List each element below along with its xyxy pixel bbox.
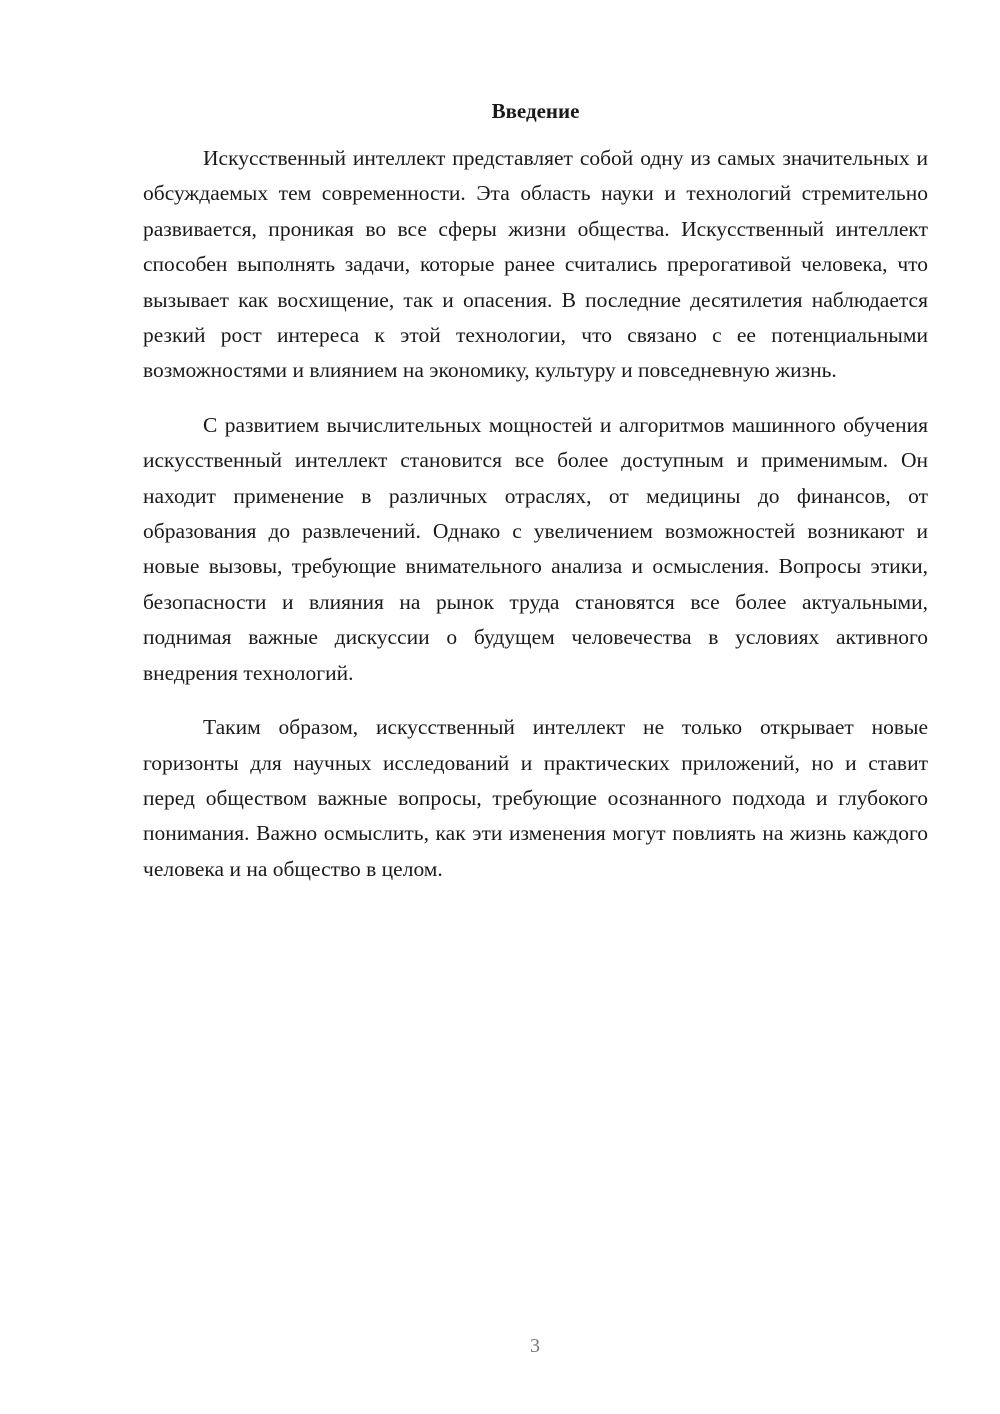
section-heading: Введение — [491, 99, 580, 123]
page-number: 3 — [530, 1335, 540, 1357]
paragraph-3: Таким образом, искусственный интеллект не только открывает новые горизонты для научных исследований и практических приложений, но и ставит перед обществом важные вопросы, требующие осознанного подхода и глубокого понимания. Важно осмыслить, как эти изменения могут повлиять на жизнь каждого человека и на общество в целом. — [143, 715, 928, 881]
paragraph-2: С развитием вычислительных мощностей и алгоритмов машинного обучения искусственный интеллект становится все более доступным и применимым. Он находит применение в различных отраслях, от медицины до финансов, от образования до развлечений. Однако с увеличением возможностей возникают и новые вызовы, требующие внимательного анализа и осмысления. Вопросы этики, безопасности и влияния на рынок труда становятся все более актуальными, поднимая важные дискуссии о будущем человечества в условиях активного внедрения технологий. — [143, 412, 928, 685]
body-text — [143, 141, 928, 906]
paragraph-1: Искусственный интеллект представляет собой одну из самых значительных и обсуждаемых тем современности. Эта область науки и технологий стремительно развивается, проникая во все сферы жизни общества. Искусственный интеллект способен выполнять задачи, которые ранее считались прерогативой человека, что вызывает как восхищение, так и опасения. В последние десятилетия наблюдается резкий рост интереса к этой технологии, что связано с ее потенциальными возможностями и влиянием на экономику, культуру и повседневную жизнь. — [143, 146, 928, 383]
